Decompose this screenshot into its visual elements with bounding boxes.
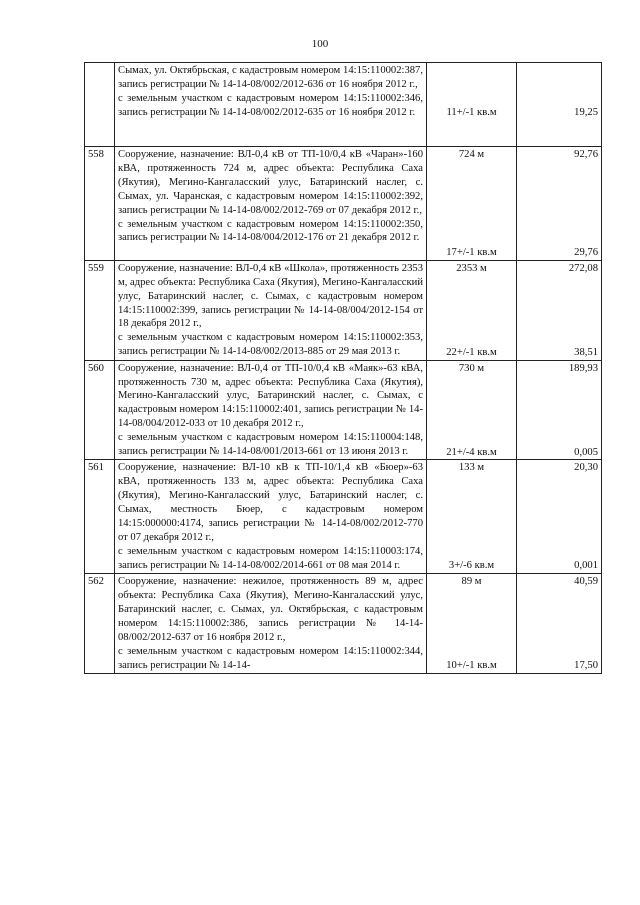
land-plot-value: 0,001 [574, 560, 598, 572]
land-plot-description: с земельным участком с кадастровым номером 14:15:110004:148, запись регистрации № 14-14-08/001/2013-661 от 13 июня 2013 г. [118, 432, 423, 458]
row-number: 559 [85, 260, 115, 360]
land-plot-size: 11+/-1 кв.м [446, 107, 497, 118]
object-value: 189,93 [568, 362, 598, 374]
land-plot-description: с земельным участком с кадастровым номером 14:15:110003:174, запись регистрации № 14-14-08/002/2014-661 от 08 мая 2014 г. [118, 545, 423, 571]
land-plot-size: 17+/-1 кв.м [446, 246, 497, 258]
row-number [85, 63, 115, 147]
land-plot-description: с земельным участком с кадастровым номером 14:15:110002:350, запись регистрации № 14-14-08/004/2012-176 от 21 декабря 2012 г. [118, 218, 423, 244]
object-size: 2353 м [456, 262, 487, 274]
table-row [85, 360, 602, 460]
land-plot-description: с земельным участком с кадастровым номером 14:15:110002:346, запись регистрации № 14-14-08/002/2012-635 от 16 ноября 2012 г. [118, 92, 423, 118]
land-plot-description: с земельным участком с кадастровым номером 14:15:110002:353, запись регистрации № 14-14-08/002/2013-885 от 29 мая 2013 г. [118, 332, 423, 358]
row-number: 558 [85, 147, 115, 261]
land-plot-size: 21+/-4 кв.м [446, 446, 497, 458]
object-size: 133 м [458, 462, 485, 474]
object-value: 92,76 [574, 149, 598, 160]
object-size: 724 м [458, 149, 485, 160]
object-size: 730 м [458, 362, 485, 374]
land-plot-value: 0,005 [574, 446, 598, 458]
object-description: Сооружение, назначение: ВЛ-0,4 от ТП-10/0,4 кВ «Маяк»-63 кВА, протяженность 730 м, адрес объекта: Республика Саха (Якутия), Мегино-Кангаласский улус, Батаринский наслег, с. Сымах, с кадастровым номером 14:15:110002:401, запись регистрации № 14-14-08/004/2012-033 от 10 декабря 2012 г., [118, 362, 423, 430]
table-row [85, 460, 602, 574]
object-value: 272,08 [568, 262, 598, 274]
object-description: Сооружение, назначение: ВЛ-0,4 кВ от ТП-10/0,4 кВ «Чаран»-160 кВА, протяженность 724 м, адрес объекта: Республика Саха (Якутия), Мегино-Кангаласский улус, Батаринский наслег, с. Сымах, ул. Чаранская, с кадастровым номером 14:15:110002:392, запись регистрации № 14-14-08/002/2012-769 от 07 декабря 2012 г., [118, 149, 423, 216]
row-number: 562 [85, 574, 115, 674]
land-plot-value: 29,76 [574, 246, 598, 258]
property-register-table [84, 62, 602, 674]
table-row [85, 147, 602, 261]
object-description: Сооружение, назначение: ВЛ-10 кВ к ТП-10/1,4 кВ «Бюер»-63 кВА, протяженность 133 м, адрес объекта: Республика Саха (Якутия), Мегино-Кангаласский улус, Батаринский наслег, с. Сымах, местность Бюер, с кадастровым номером 14:15:000000:4174, запись регистрации № 14-14-08/002/2012-770 от 07 декабря 2012 г., [118, 462, 423, 543]
table-row [85, 260, 602, 360]
land-plot-size: 22+/-1 кв.м [446, 346, 497, 358]
row-number: 561 [85, 460, 115, 574]
object-value: 20,30 [574, 462, 598, 474]
object-description: Сымах, ул. Октябрьская, с кадастровым номером 14:15:110002:387, запись регистрации № 14-14-08/002/2012-636 от 16 ноября 2012 г., [118, 65, 423, 90]
object-description: Сооружение, назначение: нежилое, протяженность 89 м, адрес объекта: Республика Саха (Якутия), Мегино-Кангаласский улус, Батаринский наслег, с. Сымах, ул. Октябрьская, с кадастровым номером 14:15:110002:386, запись регистрации № 14-14-08/002/2012-637 от 16 ноября 2012 г., [118, 576, 423, 643]
object-size: 89 м [461, 576, 482, 588]
land-plot-value: 19,25 [574, 107, 598, 118]
land-plot-value: 17,50 [574, 660, 598, 672]
row-number: 560 [85, 360, 115, 460]
land-plot-description: с земельным участком с кадастровым номером 14:15:110002:344, запись регистрации № 14-14- [118, 645, 423, 671]
object-description: Сооружение, назначение: ВЛ-0,4 кВ «Школа», протяженность 2353 м, адрес объекта: Республика Саха (Якутия), Мегино-Кангаласский улус, Батаринский наслег, с. Сымах, с кадастровым номером 14:15:110002:399, запись регистрации № 14-14-08/004/2012-154 от 18 декабря 2012 г., [118, 262, 423, 330]
page-number: 100 [311, 38, 329, 50]
land-plot-value: 38,51 [574, 346, 598, 358]
table-row [85, 63, 602, 147]
land-plot-size: 10+/-1 кв.м [446, 660, 497, 672]
land-plot-size: 3+/-6 кв.м [448, 560, 495, 572]
table-row [85, 574, 602, 674]
object-value: 40,59 [574, 576, 598, 588]
